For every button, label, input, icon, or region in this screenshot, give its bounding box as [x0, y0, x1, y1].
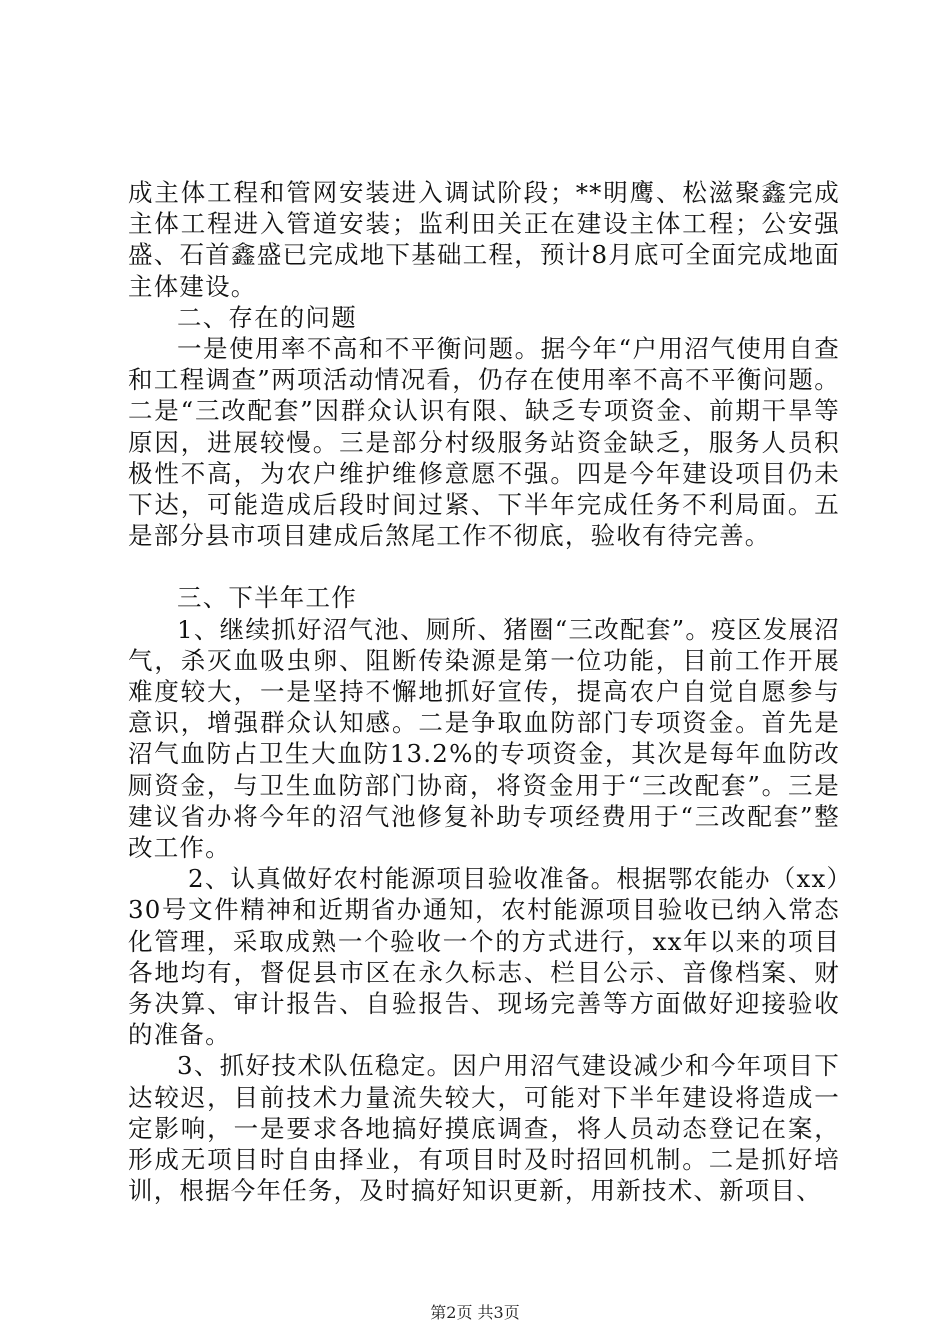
- paragraph-continuation: 成主体工程和管网安装进入调试阶段；**明鹰、松滋聚鑫完成主体工程进入管道安装；监利田关正在建设主体工程；公安强盛、石首鑫盛已完成地下基础工程，预计8月底可全面完成地面主体建设。: [128, 178, 840, 301]
- paragraph-gap: [128, 551, 840, 582]
- paragraph-item-1: 1、继续抓好沼气池、厕所、猪圈“三改配套”。疫区发展沼气，杀灭血吸虫卵、阻断传染源是第一位功能，目前工作开展难度较大，一是坚持不懈地抓好宣传，提高农户自觉自愿参与意识，增强群众认知感。二是争取血防部门专项资金。首先是沼气血防占卫生大血防13.2%的专项资金，其次是每年血防改厕资金，与卫生血防部门协商，将资金用于“三改配套”。三是建议省办将今年的沼气池修复补助专项经费用于“三改配套”整改工作。: [128, 614, 840, 863]
- paragraph-item-2: 2、认真做好农村能源项目验收准备。根据鄂农能办（xx）30号文件精神和近期省办通知，农村能源项目验收已纳入常态化管理，采取成熟一个验收一个的方式进行，xx年以来的项目各地均有，督促县市区在永久标志、栏目公示、音像档案、财务决算、审计报告、自验报告、现场完善等方面做好迎接验收的准备。: [128, 864, 840, 1050]
- section-heading-problems: 二、存在的问题: [177, 302, 357, 332]
- paragraph-problems: 一是使用率不高和不平衡问题。据今年“户用沼气使用自查和工程调查”两项活动情况看，仍存在使用率不高不平衡问题。二是“三改配套”因群众认识有限、缺乏专项资金、前期干旱等原因，进展较慢。三是部分村级服务站资金缺乏，服务人员积极性不高，为农户维护维修意愿不强。四是今年建设项目仍未下达，可能造成后段时间过紧、下半年完成任务不利局面。五是部分县市项目建成后煞尾工作不彻底，验收有待完善。: [128, 334, 840, 551]
- page-footer: 第2页 共3页: [430, 1303, 520, 1322]
- section-heading-second-half: 三、下半年工作: [177, 583, 357, 613]
- document-body: [128, 177, 840, 1207]
- paragraph-item-3: 3、抓好技术队伍稳定。因户用沼气建设减少和今年项目下达较迟，目前技术力量流失较大，可能对下半年建设将造成一定影响，一是要求各地搞好摸底调查，将人员动态登记在案，形成无项目时自由择业，有项目时及时招回机制。二是抓好培训，根据今年任务，及时搞好知识更新，用新技术、新项目、: [128, 1051, 840, 1206]
